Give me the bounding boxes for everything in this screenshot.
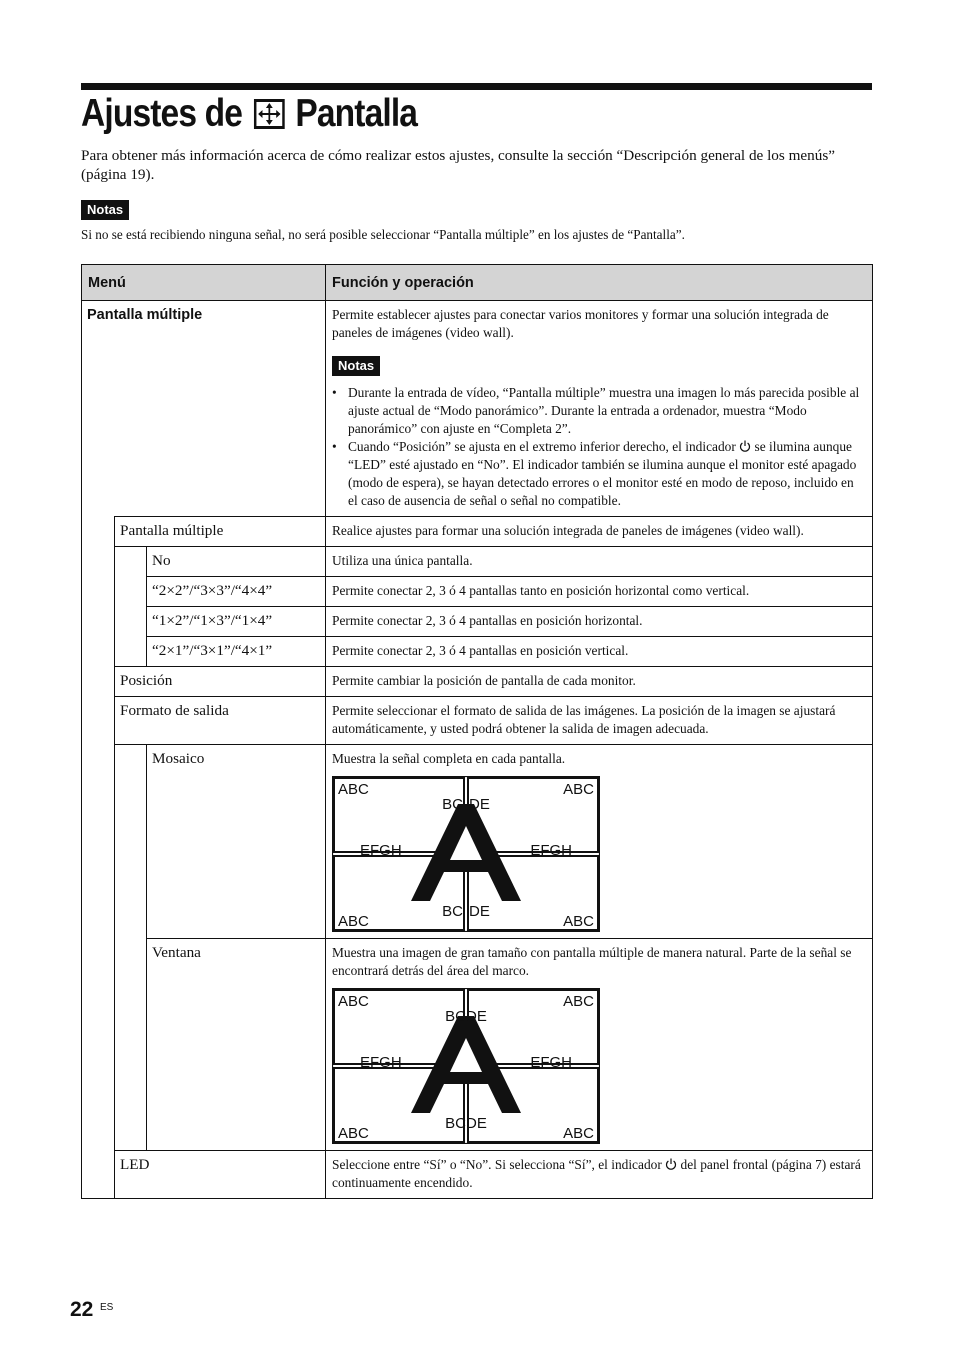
intro-paragraph: Para obtener más información acerca de cómo realizar estos ajustes, consulte la sección “Descripción general de los menús” (página 19).	[81, 147, 835, 183]
settings-table	[81, 264, 873, 1199]
col-function-header: Función y operación	[326, 265, 873, 301]
table-row	[82, 301, 873, 517]
row-label-no: No	[147, 547, 326, 577]
tile-text-abc: ABC	[563, 993, 594, 1010]
mosaico-description: Muestra la señal completa en cada pantalla.	[332, 751, 566, 766]
page-language: ES	[100, 1302, 114, 1313]
notes-badge: Notas	[81, 200, 129, 220]
table-row	[82, 745, 873, 939]
table-row	[82, 577, 873, 607]
row-label-grid: “2×2”/“3×3”/“4×4”	[147, 577, 326, 607]
ventana-description: Muestra una imagen de gran tamaño con pantalla múltiple de manera natural. Parte de la señal se encontrará detrás del área del marco.	[332, 945, 852, 978]
row-desc: Permite seleccionar el formato de salida de las imágenes. La posición de la imagen se ajustará automáticamente, y usted podrá obtener la salida de imagen adecuada.	[326, 697, 873, 745]
title-prefix: Ajustes de	[81, 92, 243, 135]
row-label-vertical: “2×1”/“3×1”/“4×1”	[147, 637, 326, 667]
page-title	[81, 92, 417, 136]
table-row	[82, 637, 873, 667]
row-desc-ventana	[326, 939, 873, 1151]
tile-text-bc: BC	[445, 1008, 466, 1025]
tile-text-efgh: EFGH	[360, 1054, 402, 1071]
col-menu-header: Menú	[82, 265, 326, 301]
notes-badge: Notas	[332, 356, 866, 376]
ventana-diagram	[332, 988, 600, 1144]
tile-text-de: DE	[469, 796, 490, 813]
tile-text-bc: BC	[445, 1115, 466, 1132]
tile-text-abc: ABC	[338, 993, 369, 1010]
power-icon	[665, 1158, 677, 1170]
table-row	[82, 607, 873, 637]
list-item: • Durante la entrada de vídeo, “Pantalla múltiple” muestra una imagen lo más parecida posible al ajuste actual de “Modo panorámico”. Durante la entrada a ordenador, muestra “Modo panorámico” con ajuste en “Completa 2”.	[348, 384, 866, 438]
tile-text-efgh: EFGH	[360, 842, 402, 859]
page-number: 22	[70, 1298, 94, 1321]
top-rule	[81, 83, 872, 90]
row-desc-led: Seleccione entre “Sí” o “No”. Si selecciona “Sí”, el indicador del panel frontal (página 7) estará continuamente encendido.	[326, 1151, 873, 1199]
tile-text-bc: BC	[442, 796, 463, 813]
row-desc: Permite conectar 2, 3 ó 4 pantallas tanto en posición horizontal como vertical.	[326, 577, 873, 607]
table-header-row	[82, 265, 873, 301]
row-label-posicion: Posición	[115, 667, 326, 697]
row-desc-mosaico	[326, 745, 873, 939]
screen-adjust-icon	[254, 99, 285, 129]
tile-text-efgh: EFGH	[530, 1054, 572, 1071]
table-row	[82, 547, 873, 577]
tile-text-de: DE	[466, 1115, 487, 1132]
row-desc: Permite cambiar la posición de pantalla de cada monitor.	[326, 667, 873, 697]
tile-text-efgh: EFGH	[530, 842, 572, 859]
row-label-led: LED	[115, 1151, 326, 1199]
row-desc: Permite conectar 2, 3 ó 4 pantallas en posición vertical.	[326, 637, 873, 667]
tile-text-bc: BC	[442, 903, 463, 920]
mosaico-diagram	[332, 776, 600, 932]
row-desc: Realice ajustes para formar una solución integrada de paneles de imágenes (video wall).	[326, 517, 873, 547]
row-label-mosaico: Mosaico	[147, 745, 326, 939]
tile-text-abc: ABC	[338, 1125, 369, 1142]
list-item: • Cuando “Posición” se ajusta en el extremo inferior derecho, el indicador se ilumina aunque “LED” esté ajustado en “No”. El indicador también se ilumina aunque el monitor esté apagado (modo de espera), se hayan detectado errores o el monitor esté en modo de reposo, incluido en el caso de ausencia de señal o señal no compatible.	[348, 438, 866, 510]
tile-text-de: DE	[466, 1008, 487, 1025]
row-label-ventana: Ventana	[147, 939, 326, 1151]
row-desc-pantalla-multiple	[326, 301, 873, 517]
row-desc: Permite conectar 2, 3 ó 4 pantallas en posición horizontal.	[326, 607, 873, 637]
row-desc: Utiliza una única pantalla.	[326, 547, 873, 577]
row-label-pantalla-multiple: Pantalla múltiple	[82, 301, 326, 517]
table-row	[82, 1151, 873, 1199]
row-label-horizontal: “1×2”/“1×3”/“1×4”	[147, 607, 326, 637]
row-label-formato: Formato de salida	[115, 697, 326, 745]
pm-description: Permite establecer ajustes para conectar varios monitores y formar una solución integrada de paneles de imágenes (video wall).	[332, 307, 829, 340]
title-suffix: Pantalla	[295, 92, 418, 135]
tile-text-abc: ABC	[563, 781, 594, 798]
table-row	[82, 697, 873, 745]
tile-text-abc: ABC	[563, 913, 594, 930]
tile-text-abc: ABC	[563, 1125, 594, 1142]
table-row	[82, 667, 873, 697]
tile-text-abc: ABC	[338, 913, 369, 930]
power-icon	[739, 440, 751, 452]
note-top: Si no se está recibiendo ninguna señal, no será posible seleccionar “Pantalla múltiple” en los ajustes de “Pantalla”.	[81, 227, 685, 242]
table-row	[82, 517, 873, 547]
tile-text-de: DE	[469, 903, 490, 920]
notes-list	[332, 384, 866, 510]
tile-text-abc: ABC	[338, 781, 369, 798]
table-row	[82, 939, 873, 1151]
row-label-pantalla-multiple-sub: Pantalla múltiple	[115, 517, 326, 547]
